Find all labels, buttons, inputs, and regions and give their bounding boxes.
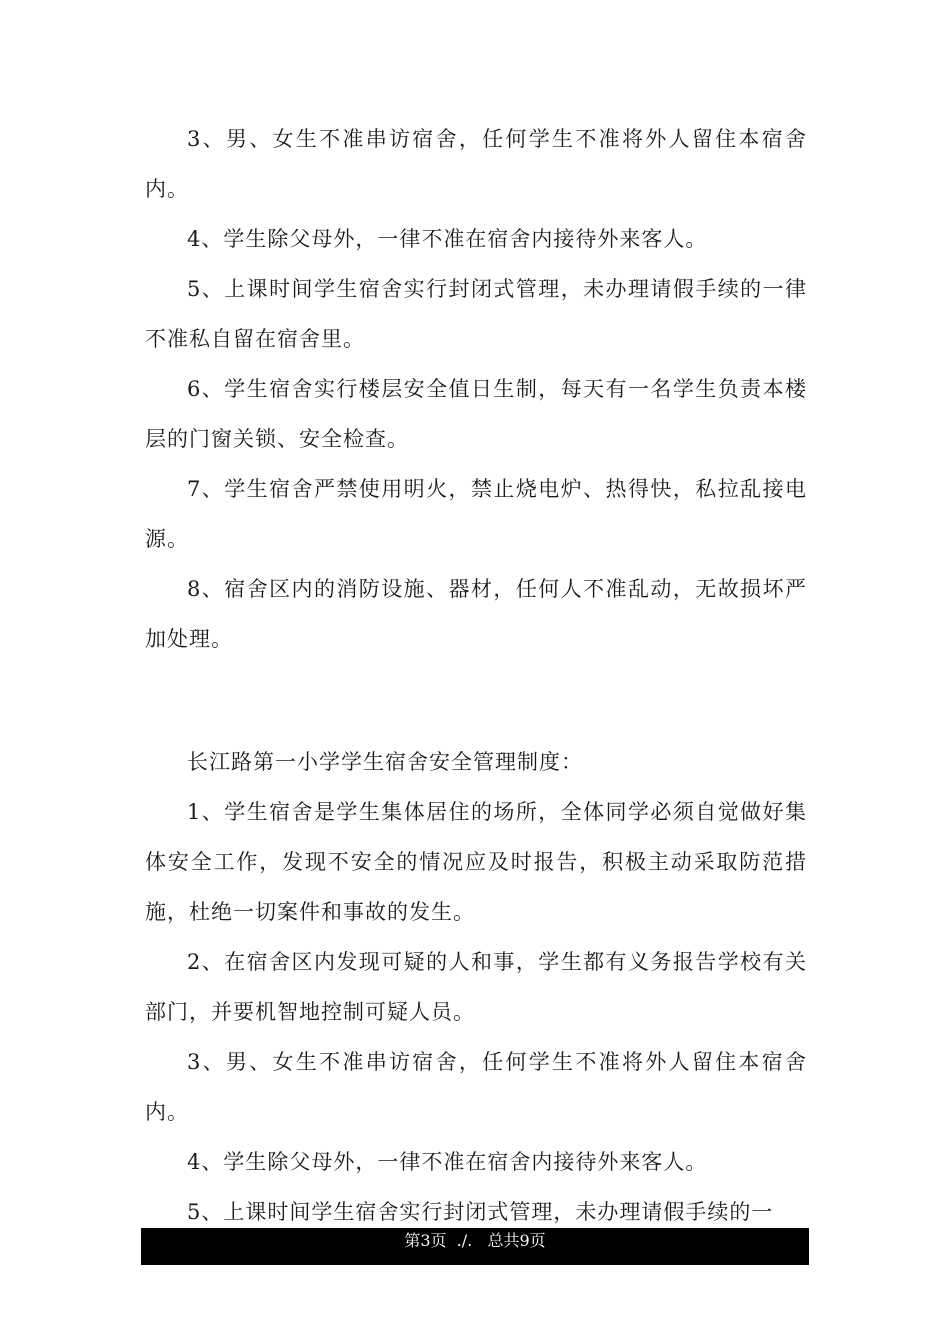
section-paragraph-4: 4、学生除父母外，一律不准在宿舍内接待外来客人。 — [187, 1150, 708, 1174]
rule-paragraph-5: 5、上课时间学生宿舍实行封闭式管理，未办理请假手续的一律不准私自留在宿舍里。 — [145, 277, 807, 351]
rule-paragraph-4: 4、学生除父母外，一律不准在宿舍内接待外来客人。 — [187, 227, 708, 251]
rule-paragraph-8: 8、宿舍区内的消防设施、器材，任何人不准乱动，无故损坏严加处理。 — [145, 577, 807, 651]
section-paragraph-3: 3、男、女生不准串访宿舍，任何学生不准将外人留住本宿舍内。 — [145, 1050, 807, 1124]
rule-paragraph-7: 7、学生宿舍严禁使用明火，禁止烧电炉、热得快，私拉乱接电源。 — [145, 477, 807, 551]
section-paragraph-5: 5、上课时间学生宿舍实行封闭式管理，未办理请假手续的一 — [187, 1200, 774, 1224]
rule-paragraph-3: 3、男、女生不准串访宿舍，任何学生不准将外人留住本宿舍内。 — [145, 127, 807, 201]
rule-paragraph-6: 6、学生宿舍实行楼层安全值日生制，每天有一名学生负责本楼层的门窗关锁、安全检查。 — [145, 377, 807, 451]
section-paragraph-2: 2、在宿舍区内发现可疑的人和事，学生都有义务报告学校有关部门，并要机智地控制可疑人员。 — [145, 950, 807, 1024]
section-paragraph-1: 1、学生宿舍是学生集体居住的场所，全体同学必须自觉做好集体安全工作，发现不安全的情况应及时报告，积极主动采取防范措施，杜绝一切案件和事故的发生。 — [145, 800, 807, 924]
page-footer: 第3页 ./. 总共9页 — [141, 1228, 809, 1265]
section-title: 长江路第一小学学生宿舍安全管理制度： — [187, 750, 583, 774]
